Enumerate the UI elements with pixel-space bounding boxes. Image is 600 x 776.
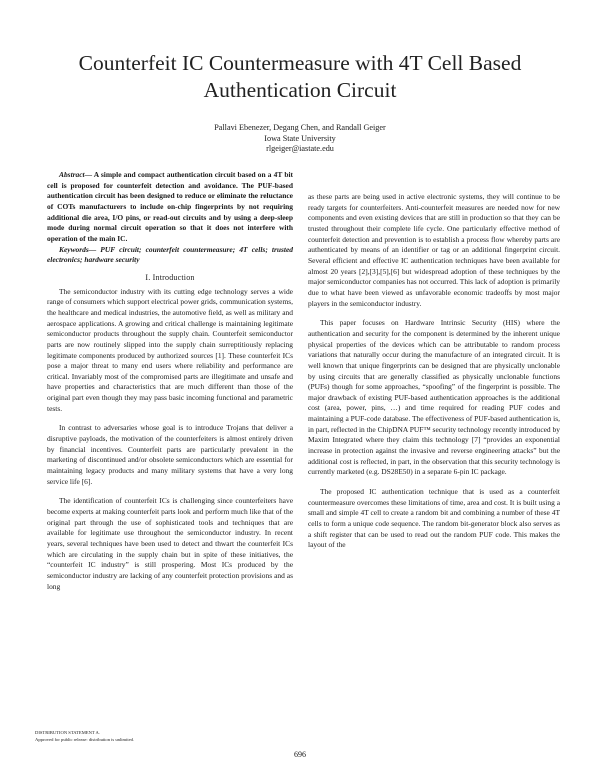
keywords-text: PUF circuit; counterfeit countermeasure; 4T cells; trusted electronics; hardware security xyxy=(47,244,293,265)
distribution-approval: Approved for public release: distribution is unlimited. xyxy=(35,737,135,742)
paragraph: The identification of counterfeit ICs is challenging since counterfeiters have become experts at making counterfeit parts look and perform much like that of the original part through the use of sophisticated tools and techniques that are available for legitimate use throughout the semiconductor industry. In recent years, several techniques have been used to detect and thwart the counterfeit ICs which are circulating in the supply chain but in spite of these initiatives, the “counterfeit IC industry” is still prospering. Most ICs produced by the semiconductor industry are lacking of any counterfeit protection provisions and as long xyxy=(47,496,293,591)
distribution-statement: DISTRIBUTION STATEMENT A. xyxy=(35,730,101,735)
right-column xyxy=(308,192,560,551)
abstract-label: Abstract— xyxy=(59,170,93,179)
keywords xyxy=(47,245,293,266)
abstract-text: A simple and compact authentication circuit based on a 4T bit cell is proposed for counterfeit detection and avoidance. The PUF-based authentication circuit has been designed to reduce or eliminate the reluctance of COTs manufacturers to include on-chip fingerprints by not requiring additional die area, I/O pins, or read-out circuits and by using a deep-sleep mode during normal circuit operation so that it does not interfere with operation of the main IC. xyxy=(47,170,293,243)
left-column xyxy=(47,170,293,592)
author-names: Pallavi Ebenezer, Degang Chen, and Randall Geiger xyxy=(214,123,386,132)
paragraph: This paper focuses on Hardware Intrinsic Security (HIS) where the authentication and security for the component is determined by the inherent unique physical properties of the devices which can be attributable to random process variations that naturally occur during the manufacture of an integrated circuit. It is well known that unique fingerprints can be designed that are physically unclonable by using circuits that are generally classified as physically unclonable functions (PUFs) though for some approaches, “spoofing” of the fingerprint is possible. The major drawback of existing PUF-based authentication approaches is the additional cost (area, power, pins, …) and time required for reading PUF codes and maintaining a PUF-code database. The effectiveness of PUF-based authentication is, in part, reflected in the ChipDNA PUF™ security technology recently introduced by Maxim Integrated where they claim this technology [7] “provides an exponential increase in protection against the invasive and reverse engineering attacks” but the additional cost is reflected, in part, in the observation that this security technology is currently marketed (e.g. DS28E50) in a separate 6-pin IC package. xyxy=(308,318,560,477)
author-block xyxy=(100,123,500,155)
abstract xyxy=(47,170,293,245)
paragraph: The semiconductor industry with its cutting edge technology serves a wide range of consumers which support electrical power grids, communication systems, the healthcare and medical industries, the automotive field, as well as military and aerospace applications. A growing and critical challenge is maintaining legitimate semiconductor products throughout the supply chain. Counterfeit semiconductor parts are now routinely slipped into the supply chain surreptitiously replacing legitimate components produced by authorized sources [1]. These counterfeit ICs pose a major threat to many end users where reliability and performance are critical. Invariably most of the compromised parts are illegitimate and unsafe and have properties and characteristics that are much different than those of the original part even though they may pass basic incoming functional and parametric tests. xyxy=(47,286,293,413)
distribution-footnote xyxy=(35,729,285,743)
paragraph: The proposed IC authentication technique that is used as a counterfeit countermeasure overcomes these limitations of time, area and cost. It is built using a small and simple 4T cell to create a random bit and combining a number of these 4T cells to form a unique code sequence. The random bit-generator block also serves as a shift register that can be used to read out the random PUF code. This makes the layout of the xyxy=(308,487,560,550)
keywords-label: Keywords— xyxy=(59,244,97,254)
page-number: 696 xyxy=(294,750,306,759)
author-email: rlgeiger@iastate.edu xyxy=(266,144,334,153)
paragraph: as these parts are being used in active electronic systems, they will continue to be ready targets for counterfeiters. Anti-counterfeit measures are needed now for new components and even existing devices that are still in production so that they can be trusted throughout their complete life cycle. One particularly effective method of counterfeit detection and prevention is to establish a process flow whereby parts are authenticated by means of an identifier or tag or an additional fingerprint circuit. Several efficient and effective IC authentication techniques have been available for almost 20 years [2],[3],[5],[6] but widespread adoption of these techniques by the major semiconductor companies has not occurred. This lack of adoption is primarily due to what have been viewed as unfavorable economic tradeoffs by most major players in the semiconductor industry. xyxy=(308,192,560,308)
section-heading-introduction: I. Introduction xyxy=(145,272,195,282)
paper-title: Counterfeit IC Countermeasure with 4T Cell Based Authentication Circuit xyxy=(78,51,522,102)
author-affiliation: Iowa State University xyxy=(264,133,336,143)
paragraph: In contrast to adversaries whose goal is to introduce Trojans that deliver a disruptive payloads, the motivation of the counterfeiters is almost entirely driven by financial incentives. Counterfeit parts are particularly prevalent in the marketing of discontinued and/or obsolete semiconductors which are essential for maintaining legacy products and many military systems that have a very long service life [6]. xyxy=(47,423,293,486)
